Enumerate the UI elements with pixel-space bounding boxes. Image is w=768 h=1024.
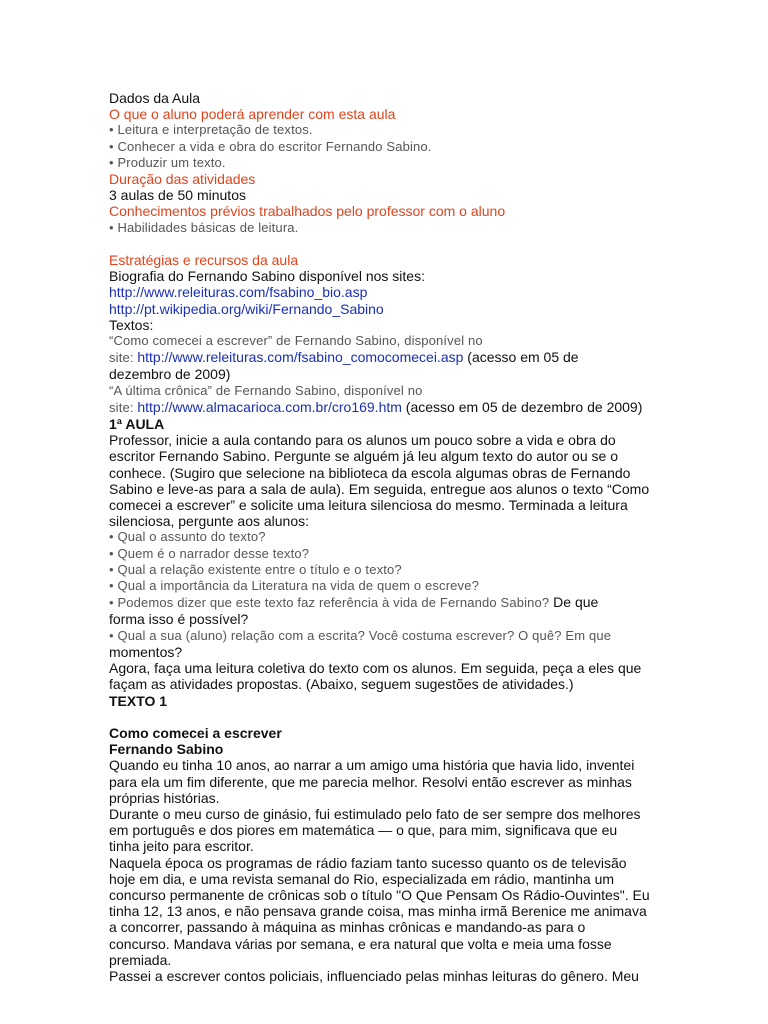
aula1-para-line: escritor Fernando Sabino. Pergunte se alguém já leu algum texto do autor ou se o (109, 448, 618, 465)
question-item: • Qual a importância da Literatura na vida de quem o escreve? (109, 578, 479, 594)
texto1-acesso: (acesso em 05 de (463, 349, 579, 366)
texto2-source-line (109, 399, 669, 416)
dados-title: Dados da Aula (109, 90, 201, 106)
texto1-line: tinha jeito para escritor. (109, 838, 254, 855)
texto1-line: Durante o meu curso de ginásio, fui estimulado pelo fato de ser sempre dos melhores (109, 805, 641, 822)
bio-link-releituras[interactable]: http://www.releituras.com/fsabino_bio.asp (109, 284, 368, 301)
texto1-source-line (109, 349, 669, 366)
aula1-para-line: silenciosa, pergunte aos alunos: (109, 513, 310, 530)
texto1-link[interactable]: http://www.releituras.com/fsabino_comocomecei.asp (137, 349, 464, 366)
texto1-line: Naquela época os programas de rádio faziam tanto sucesso quanto os de televisão (109, 854, 627, 871)
texto1-author: Fernando Sabino (109, 741, 224, 758)
aula1-heading: 1ª AULA (109, 416, 165, 433)
question-item: • Qual o assunto do texto? (109, 529, 266, 545)
aprender-item: • Leitura e interpretação de textos. (109, 122, 313, 138)
question-item (109, 594, 669, 611)
texto1-line: Passei a escrever contos policiais, influenciado pelas minhas leituras do gênero. Meu (109, 967, 639, 984)
texto1-line: a concorrer, passando à máquina as minhas crônicas e mandando-as para o (109, 919, 586, 936)
duracao-heading: Duração das atividades (109, 171, 256, 188)
texto1-title: Como comecei a escrever (109, 724, 282, 741)
texto1-label: TEXTO 1 (109, 692, 168, 709)
conhecimentos-item: • Habilidades básicas de leitura. (109, 219, 299, 235)
texto1-description: “Como comecei a escrever” de Fernando Sabino, disponível no (109, 333, 483, 349)
question-item: • Qual a sua (aluno) relação com a escrita? Você costuma escrever? O quê? Em que (109, 627, 612, 643)
aula1-para-line: Professor, inicie a aula contando para os alunos um pouco sobre a vida e obra do (109, 432, 616, 449)
texto1-line: concurso. Mandava várias por semana, e era natural que volta e meia uma fosse (109, 935, 612, 952)
aprender-item: • Conhecer a vida e obra do escritor Fernando Sabino. (109, 138, 432, 154)
bio-intro: Biografia do Fernando Sabino disponível nos sites: (109, 268, 425, 285)
texto2-description: “A última crônica” de Fernando Sabino, disponível no (109, 382, 423, 398)
document-page (109, 90, 669, 984)
aula1-para-line: comecei a escrever” e solicite uma leitura silenciosa do mesmo. Terminada a leitura (109, 497, 628, 514)
estrategias-heading: Estratégias e recursos da aula (109, 252, 299, 269)
texto1-line: premiada. (109, 951, 172, 968)
texto1-line: em português e dos piores em matemática — o que, para mim, significava que eu (109, 822, 618, 839)
duracao-value: 3 aulas de 50 minutos (109, 187, 246, 204)
aula1-para-line: Sabino e leve-as para a sala de aula). Em seguida, entregue aos alunos o texto “Como (109, 480, 650, 497)
site-label: site: (109, 399, 138, 415)
spacer (109, 709, 669, 725)
textos-label: Textos: (109, 316, 154, 333)
conhecimentos-heading: Conhecimentos prévios trabalhados pelo professor com o aluno (109, 203, 506, 220)
texto1-line: Quando eu tinha 10 anos, ao narrar a um amigo uma história que havia lido, inventei (109, 757, 635, 774)
aprender-heading: O que o aluno poderá aprender com esta aula (109, 106, 396, 123)
question-text: • Podemos dizer que este texto faz referência à vida de Fernando Sabino? (109, 595, 550, 611)
aprender-item: • Produzir um texto. (109, 154, 226, 170)
bio-link-wikipedia[interactable]: http://pt.wikipedia.org/wiki/Fernando_Sabino (109, 300, 384, 317)
aula1-para-line: conhece. (Sugiro que selecione na biblioteca da escola algumas obras de Fernando (109, 464, 631, 481)
texto1-acesso-cont: dezembro de 2009) (109, 366, 231, 383)
texto1-line: para ela um fim diferente, que me parecia melhor. Resolvi então escrever as minhas (109, 773, 632, 790)
spacer (109, 236, 669, 252)
texto1-line: próprias histórias. (109, 789, 220, 806)
question-item: • Qual a relação existente entre o título e o texto? (109, 561, 402, 577)
texto1-line: concurso permanente de crônicas sob o título "O Que Pensam Os Rádio-Ouvintes". Eu (109, 886, 650, 903)
texto1-line: tinha 12, 13 anos, e não pensava grande coisa, mas minha irmã Berenice me animava (109, 903, 647, 920)
texto1-line: hoje em dia, e uma revista semanal do Rio, especializada em rádio, mantinha um (109, 870, 615, 887)
aula1-final-line: Agora, faça uma leitura coletiva do texto com os alunos. Em seguida, peça a eles que (109, 660, 642, 677)
aula1-final-line: façam as atividades propostas. (Abaixo, seguem sugestões de atividades.) (109, 676, 574, 693)
texto2-link[interactable]: http://www.almacarioca.com.br/cro169.htm (137, 398, 402, 415)
site-label: site: (109, 350, 138, 366)
question-item-cont: forma isso é possível? (109, 611, 249, 628)
question-item: • Quem é o narrador desse texto? (109, 545, 310, 561)
question-item-cont: momentos? (109, 643, 183, 660)
texto2-acesso: (acesso em 05 de dezembro de 2009) (401, 398, 643, 415)
question-text-cont: De que (549, 594, 599, 611)
